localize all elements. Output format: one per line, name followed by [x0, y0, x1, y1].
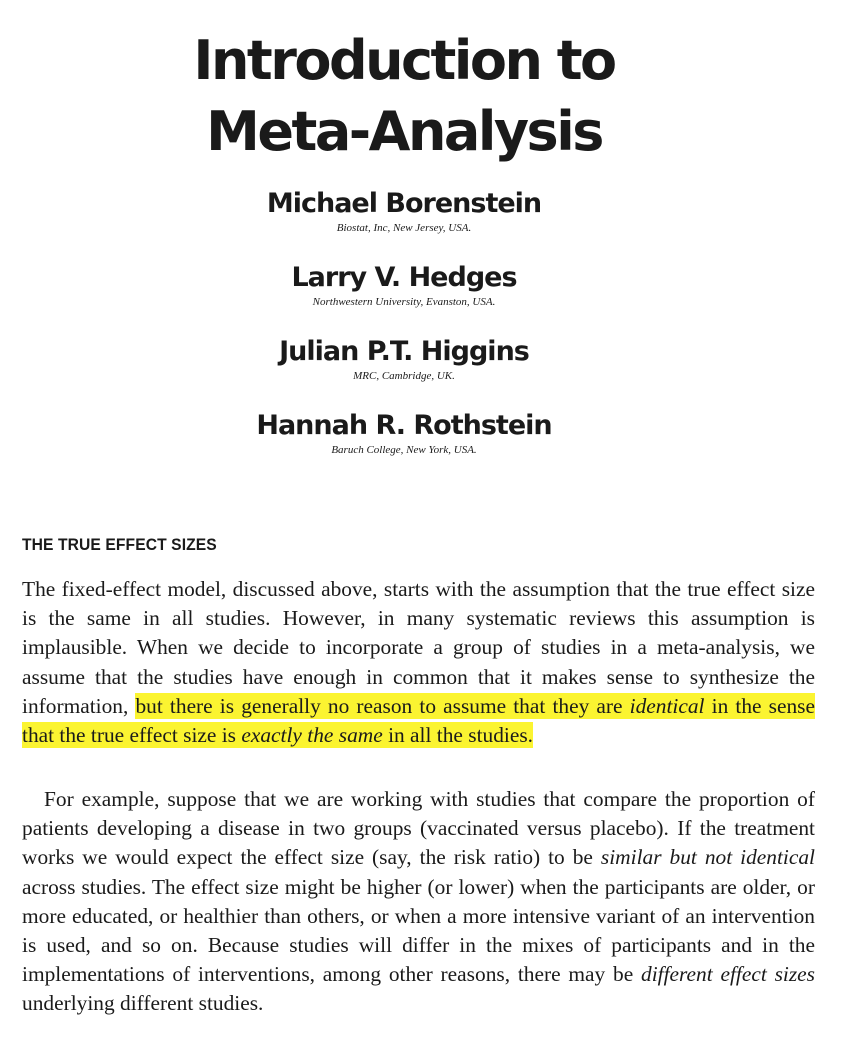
paragraph-1: [22, 575, 815, 750]
author-name: Julian P.T. Higgins: [279, 336, 529, 367]
author-block: [0, 264, 808, 308]
paragraph-text: across studies. The effect size might be higher (or lower) when the participants are older, or more educated, or healthier than others, or when a more intensive variant of an intervention is used, and so on. Because studies will differ in the mixes of participants and in the implementations of interventions, among other reasons, there may be: [22, 874, 815, 987]
paragraph-text: For example, suppose that we are working with studies that compare the proportion of patients developing a disease in two groups (vaccinated versus placebo). If the treatment works we would expect the effect size (say, the risk ratio) to be: [22, 787, 815, 870]
paragraph-text: underlying different studies.: [22, 991, 264, 1016]
author-block: [0, 190, 808, 234]
author-block: [0, 338, 808, 382]
author-affiliation: MRC, Cambridge, UK.: [353, 370, 455, 382]
author-name: Hannah R. Rothstein: [256, 410, 552, 441]
book-title-line-2: Meta-Analysis: [206, 100, 602, 163]
highlight-text: in the sense that the true effect size is: [22, 693, 815, 748]
emphasis-text: similar but not identical: [600, 845, 815, 870]
paragraph-text: The fixed-effect model, discussed above, starts with the assumption that the true effect size is the same in all studies. However, in many systematic reviews this assumption is implausible. When we decide to incorporate a group of studies in a meta-analysis, we assume that the studies have enough in common that it makes sense to synthesize the information,: [22, 577, 815, 718]
author-name: Michael Borenstein: [266, 188, 542, 219]
author-block: [0, 412, 808, 456]
highlight-text: in all the studies.: [382, 723, 534, 748]
emphasis-text: different effect sizes: [641, 962, 815, 987]
section-heading: THE TRUE EFFECT SIZES: [22, 535, 217, 554]
paragraph-2: [22, 785, 815, 1019]
author-affiliation: Baruch College, New York, USA.: [331, 444, 477, 456]
author-name: Larry V. Hedges: [291, 262, 517, 293]
author-affiliation: Northwestern University, Evanston, USA.: [312, 296, 496, 308]
emphasis-text: exactly the same: [241, 723, 383, 748]
emphasis-text: identical: [629, 693, 705, 718]
book-title-line-1: Introduction to: [193, 29, 615, 92]
highlight-text: but there is generally no reason to assume that they are: [135, 693, 630, 718]
highlighted-passage: [22, 693, 815, 748]
author-affiliation: Biostat, Inc, New Jersey, USA.: [336, 222, 472, 234]
